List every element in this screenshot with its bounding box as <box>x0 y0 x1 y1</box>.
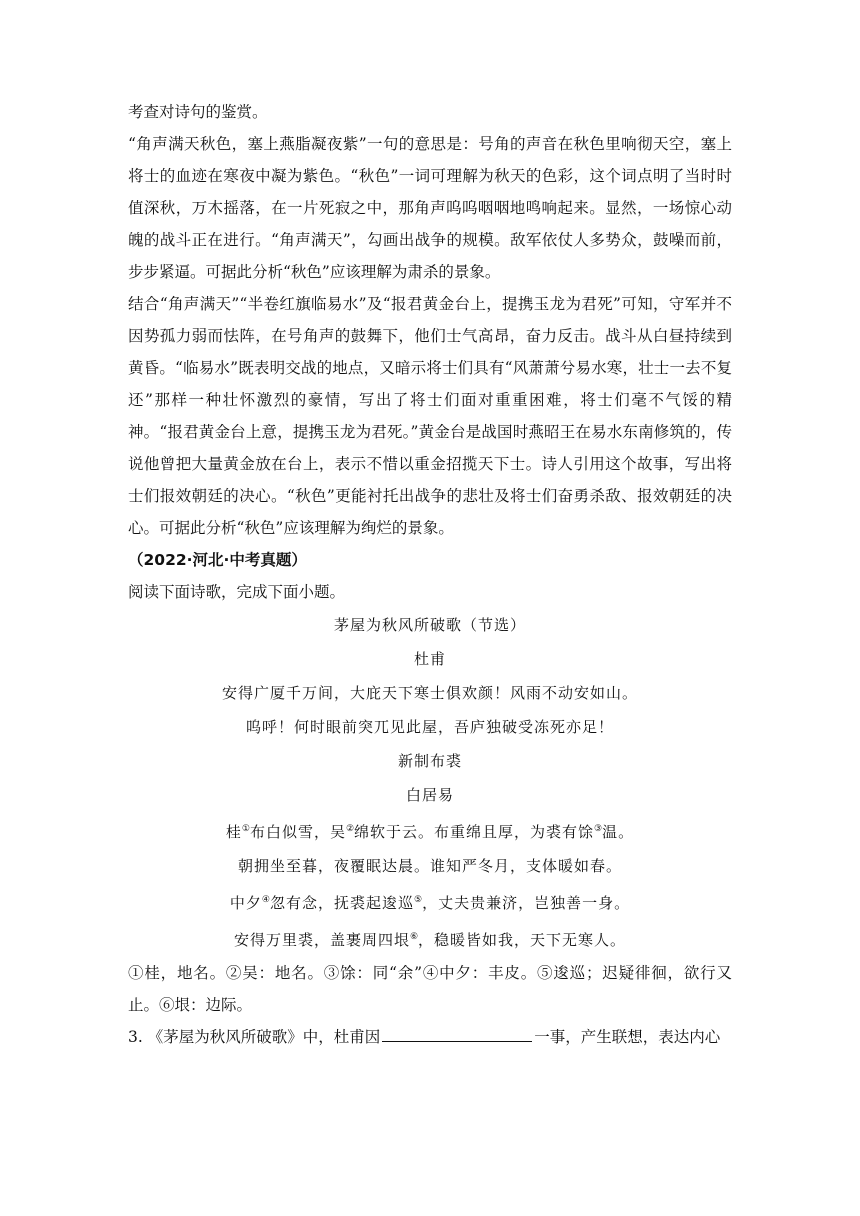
question-3 <box>128 1021 732 1053</box>
answer-blank[interactable] <box>382 1027 532 1042</box>
instruction-text: 阅读下面诗歌，完成下面小题。 <box>128 583 346 601</box>
question-text-after: 一事，产生联想，表达内心 <box>534 1028 721 1046</box>
poem1-author: 杜甫 <box>413 650 446 668</box>
poem2-title: 新制布裘 <box>397 752 462 770</box>
poem2-line-2: 朝拥坐至暮，夜覆眠达晨。谁知严冬月，支体暖如春。 <box>237 857 622 875</box>
intro-text: 考查对诗句的鉴赏。 <box>128 103 268 121</box>
annotation-notes: ①桂，地名。②吴：地名。③馀：同“余”④中夕：丰皮。⑤逡巡；迟疑徘徊，欲行又止。⑥垠：边际。 <box>128 964 732 1014</box>
poem2-author: 白居易 <box>405 786 454 804</box>
poem2-line-3: 中夕④忽有念，抚裘起逡巡⑤，丈夫贵兼济，岂独善一身。 <box>229 894 631 912</box>
poem2-line-1: 桂①布白似雪，吴②绵软于云。布重绵且厚，为裘有馀③温。 <box>225 823 635 841</box>
poem2-line-4: 安得万里裘，盖裹周四垠⑥，稳暖皆如我，天下无寒人。 <box>233 931 627 949</box>
poem1-line-1: 安得广厦千万间，大庇天下寒士俱欢颜！风雨不动安如山。 <box>221 684 638 702</box>
analysis-paragraph-1: “角声满天秋色，塞上燕脂凝夜紫”一句的意思是：号角的声音在秋色里响彻天空，塞上将士的血迹在寒夜中凝为紫色。“秋色”一词可理解为秋天的色彩，这个词点明了当时时值深秋，万木摇落，在一片死寂之中，那角声呜呜咽咽地鸣响起来。显然，一场惊心动魄的战斗正在进行。“角声满天”，勾画出战争的规模。敌军依仗人多势众，鼓噪而前，步步紧逼。可据此分析“秋色”应该理解为肃杀的景象。 <box>128 135 732 281</box>
poem1-line-2: 呜呼！何时眼前突兀见此屋，吾庐独破受冻死亦足！ <box>245 718 614 736</box>
exam-source-heading: （2022·河北·中考真题） <box>128 551 307 569</box>
poem1-title: 茅屋为秋风所破歌（节选） <box>333 616 526 634</box>
analysis-paragraph-2: 结合“角声满天”“半卷红旗临易水”及“报君黄金台上，提携玉龙为君死”可知，守军并不因势孤力弱而怯阵，在号角声的鼓舞下，他们士气高昂，奋力反击。战斗从白昼持续到黄昏。“临易水”既表明交战的地点，又暗示将士们具有“风萧萧兮易水寒，壮士一去不复还”那样一种壮怀激烈的豪情，写出了将士们面对重重困难，将士们毫不气馁的精神。“报君黄金台上意，提携玉龙为君死。”黄金台是战国时燕昭王在易水东南修筑的，传说他曾把大量黄金放在台上，表示不惜以重金招揽天下士。诗人引用这个故事，写出将士们报效朝廷的决心。“秋色”更能衬托出战争的悲壮及将士们奋勇杀敌、报效朝廷的决心。可据此分析“秋色”应该理解为绚烂的景象。 <box>128 295 732 537</box>
question-number: 3. <box>128 1028 143 1046</box>
question-text-before: 《茅屋为秋风所破歌》中，杜甫因 <box>147 1028 381 1046</box>
document-page <box>128 96 732 1053</box>
